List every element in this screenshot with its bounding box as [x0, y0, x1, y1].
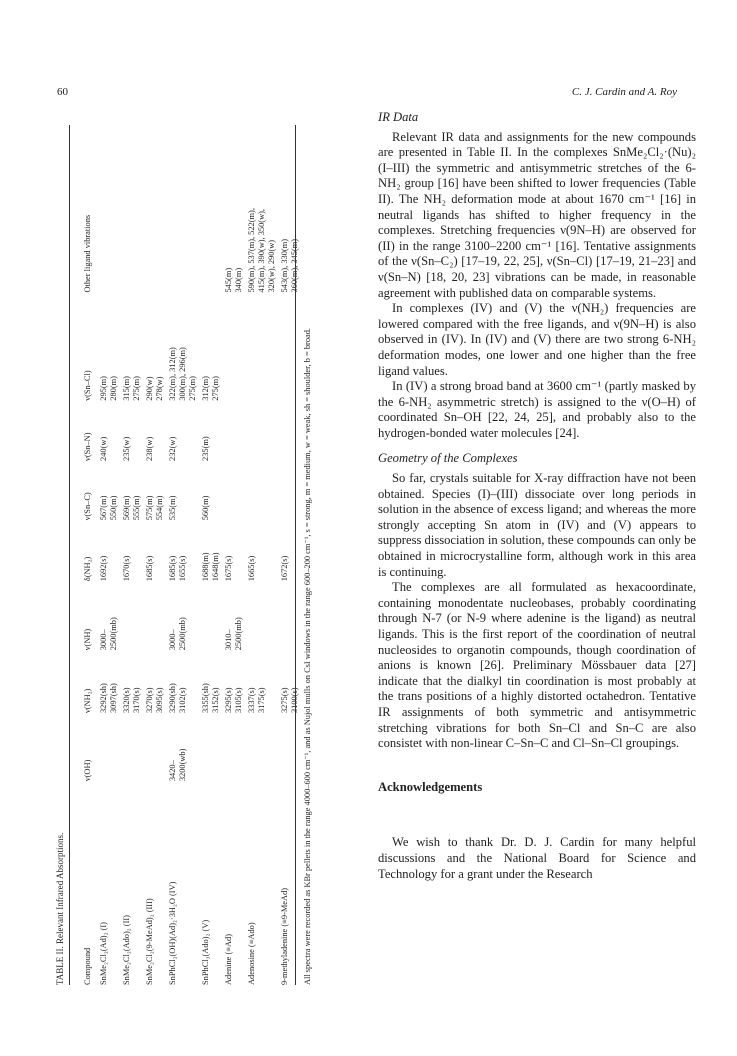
table-header-cell: ν(NH) — [83, 628, 92, 651]
table-cell-snc: 567(m) 550(m) — [99, 495, 118, 521]
table-cell-other — [145, 125, 168, 293]
ir-paragraph-1: Relevant IR data and assignments for the new compounds are presented in Table II. In the complexes SnMe₂Cl₂·(Nu)₂ (I–III) the symmetric and antisymmetric stretches of the 6-NH₂ group [16] have been shifted to lower frequencies (Table II). The NH₂ deformation mode at about 1670 cm⁻¹ [16] in neutral ligands has shifted to higher frequency in the complexes. Stretching frequencies ν(9N–H) are observed for (II) in the range 3100–2200 cm⁻¹ [16]. Tentative assignments of the ν(Sn–C₂) [17–19, 22, 25], ν(Sn–Cl) [17–19, 21–23] and ν(Sn–N) [18, 20, 23] vibrations can be made, in reasonable agreement with published data on comparable systems. — [378, 129, 696, 300]
table-cell-nh2: 3355(sh) 3152(s) — [201, 683, 220, 714]
table-cell-snn — [224, 401, 247, 461]
geometry-heading: Geometry of the Complexes — [378, 451, 518, 466]
table-grid — [83, 125, 303, 985]
ir-paragraph-3: In (IV) a strong broad band at 3600 cm⁻¹ (partly masked by the 6-NH₂ asymmetric stretch) is assigned to the ν(O–H) of coordinated Sn–OH [22, 24, 25], and probably also to the hydrogen-bonded water molecules [24]. — [378, 379, 696, 440]
table-cell-nh2: 3320(s) 3170(s) — [122, 687, 141, 714]
acknowledgements-heading: Acknowledgements — [378, 779, 483, 794]
table-header-cell: ν(OH) — [83, 759, 92, 782]
table-header-cell: ν(NH₂) — [83, 688, 92, 714]
table-cell-nh — [145, 581, 168, 650]
table-cell-dnh2: 1685(s) 1655(s) — [168, 555, 187, 582]
table-cell-snc: 535(m) — [168, 495, 177, 521]
table-row — [122, 125, 145, 985]
table-cell-sncl: 290(w) 278(w) — [145, 376, 164, 401]
geometry-paragraph-1: So far, crystals suitable for X-ray diffraction have not been obtained. Species (I)–(III) dissociate over long periods in solution in the absence of excess ligand; and whereas the more strongly accepting Sn atom in (IV) and (V) appears to suppress dissociation in solution, these compounds can only be obtained in microcrystalline form, although work in this area is continuing. — [378, 471, 696, 579]
table-cell-snc: 569(m) 555(m) — [122, 495, 141, 521]
table-cell-nh2: 3292(sh) 3097(sh) — [99, 683, 118, 714]
table-cell-nh2: 3270(s) 3095(s) — [145, 687, 164, 714]
table-cell-snc — [247, 461, 280, 520]
table-cell-compound: Adenosine (≡Ado) — [247, 922, 256, 985]
table-cell-dnh2: 1675(s) — [224, 555, 233, 582]
table-cell-sncl: 295(m) 280(m) — [99, 376, 118, 401]
table-row — [280, 125, 303, 985]
table-row — [145, 125, 168, 985]
table-cell-oh — [224, 713, 247, 781]
table-cell-sncl: 315(m) 275(m) — [122, 376, 141, 401]
table-footnote: All spectra were recorded as KBr pellets in the range 4000–600 cm⁻¹, and as Nujol mulls on CsI windows in the range 600–200 cm⁻¹, s = strong, m = medium, w = weak, sh = shoulder, b = broad. — [303, 327, 312, 985]
infrared-table — [45, 125, 345, 985]
table-cell-sncl: 322(m), 312(m) 300(m), 296(m) 275(m) — [168, 347, 197, 401]
table-cell-nh2: 3275(s) 3100(s) — [280, 687, 299, 714]
table-cell-oh: 3420– 3200(wb) — [168, 748, 187, 782]
table-cell-other — [168, 125, 201, 293]
table-cell-sncl: 312(m) 275(m) — [201, 376, 220, 401]
table-cell-nh: 3000– 2500(mb) — [99, 617, 118, 651]
table-header-cell: ν(Sn–N) — [83, 432, 92, 461]
table-cell-oh — [280, 713, 303, 781]
table-header-row — [83, 125, 99, 985]
ir-heading: IR Data — [378, 110, 419, 124]
table-cell-compound: SnMe₂Cl₂(Ad)₂ (I) — [99, 922, 108, 985]
table-row — [224, 125, 247, 985]
table-cell-nh: 3010– 2500(mb) — [224, 617, 243, 651]
table-cell-snn: 232(w) — [168, 436, 177, 461]
table-cell-snn — [247, 401, 280, 461]
table-cell-nh — [247, 581, 280, 650]
table-cell-dnh2: 1672(s) — [280, 555, 289, 582]
table-row — [201, 125, 224, 985]
table-row — [99, 125, 122, 985]
running-head: C. J. Cardin and A. Roy — [571, 86, 677, 98]
table-row — [247, 125, 280, 985]
table-top-rule — [69, 125, 70, 985]
table-header-cell: δ(NH₂) — [83, 556, 92, 582]
table-cell-nh2: 3290(sh) 3102(s) — [168, 683, 187, 714]
table-cell-snn: 240(w) — [99, 436, 108, 461]
table-cell-dnh2: 1670(s) — [122, 555, 131, 582]
table-cell-dnh2: 1688(m) 1648(m) — [201, 552, 220, 582]
table-cell-dnh2: 1665(s) — [247, 555, 256, 582]
table-cell-other — [99, 125, 122, 293]
ir-paragraph-2: In complexes (IV) and (V) the ν(NH₂) frequencies are lowered compared with the free ligands, and ν(9N–H) is also observed in (IV). In (IV) and (V) there are two strong 6-NH₂ deformation modes, one lower and one higher than the free ligand values. — [378, 301, 696, 378]
table-cell-nh2: 3295(s) 3105(s) — [224, 687, 243, 714]
table-cell-snn: 235(w) — [122, 436, 131, 461]
table-cell-oh — [122, 713, 145, 781]
table-row — [168, 125, 201, 985]
text-column — [378, 110, 696, 882]
table-header-cell: ν(Sn–C) — [83, 492, 92, 521]
table-cell-snc: 575(m) 554(m) — [145, 495, 164, 521]
table-cell-oh — [145, 713, 168, 781]
table-cell-dnh2: 1692(s) — [99, 555, 108, 582]
table-cell-compound: SnMe₂Cl₂(Ado)₂ (II) — [122, 915, 131, 985]
table-cell-other — [201, 125, 224, 293]
table-cell-snn: 235(m) — [201, 436, 210, 461]
table-cell-sncl — [280, 293, 303, 401]
table-cell-nh — [122, 581, 145, 650]
table-cell-nh2: 3337(s) 3175(s) — [247, 687, 266, 714]
table-cell-snc — [224, 461, 247, 520]
table-cell-nh: 3000– 2500(mb) — [168, 617, 187, 651]
table-body — [99, 125, 303, 985]
table-cell-compound: SnMe₂Cl₂(9-MeAd)₂ (III) — [145, 898, 154, 985]
table-cell-other — [122, 125, 145, 293]
table-cell-oh — [201, 713, 224, 781]
page-number: 60 — [57, 86, 68, 98]
table-cell-snn: 238(w) — [145, 436, 154, 461]
table-caption: TABLE II. Relevant Infrared Absorptions. — [55, 832, 65, 985]
table-cell-other: 545(m) 340(m) — [224, 267, 243, 293]
table-cell-oh — [99, 713, 122, 781]
table-cell-sncl — [247, 293, 280, 401]
acknowledgements-paragraph: We wish to thank Dr. D. J. Cardin for many helpful discussions and the National Board for Science and Technology for a grant under the Research — [378, 835, 696, 881]
table-cell-sncl — [224, 293, 247, 401]
table-cell-compound: 9-methyladenine (≡9-MeAd) — [280, 887, 289, 985]
table-cell-oh — [247, 713, 280, 781]
table-cell-other: 543(m), 330(m) 360(m), 345(m) — [280, 239, 299, 293]
table-cell-dnh2: 1685(s) — [145, 555, 154, 582]
table-cell-snc: 560(m) — [201, 495, 210, 521]
table-header-cell: Other ligand vibrations — [83, 214, 92, 293]
table-cell-nh — [280, 581, 303, 650]
geometry-paragraph-2: The complexes are all formulated as hexacoordinate, containing monodentate nucleobases, probably coordinating through N-7 (or N-9 where adenine is the ligand) as neutral ligands. This is the first report of the coordination of neutral nucleosides to organotin compounds, though coordination of anions is known [26]. Preliminary Mössbauer data [27] indicate that the dialkyl tin coordination is most probably at the trans positions of a highly distorted octahedron. Tentative IR assignments of both symmetric and antisymmetric stretching vibrations for both Sn–Cl and Sn–C are also consistet with non-linear C–Sn–C and Cl–Sn–Cl groupings. — [378, 580, 696, 751]
table-cell-snc — [280, 461, 303, 520]
table-cell-nh — [201, 581, 224, 650]
table-cell-other: 590(m), 537(m), 522(m), 415(m), 390(w), 350(w), 320(w), 290(w) — [247, 208, 276, 293]
table-cell-snn — [280, 401, 303, 461]
table-cell-compound: SnPhCl₂(OH)(Ad)₂·3H₂O (IV) — [168, 881, 177, 985]
table-header-cell: Compound — [83, 947, 92, 985]
table-cell-compound: Adenine (≡Ad) — [224, 933, 233, 985]
table-header-cell: ν(Sn–Cl) — [83, 370, 92, 401]
table-bottom-rule — [295, 125, 296, 985]
table-cell-compound: SnPhCl₃(Ado)₂ (V) — [201, 919, 210, 985]
